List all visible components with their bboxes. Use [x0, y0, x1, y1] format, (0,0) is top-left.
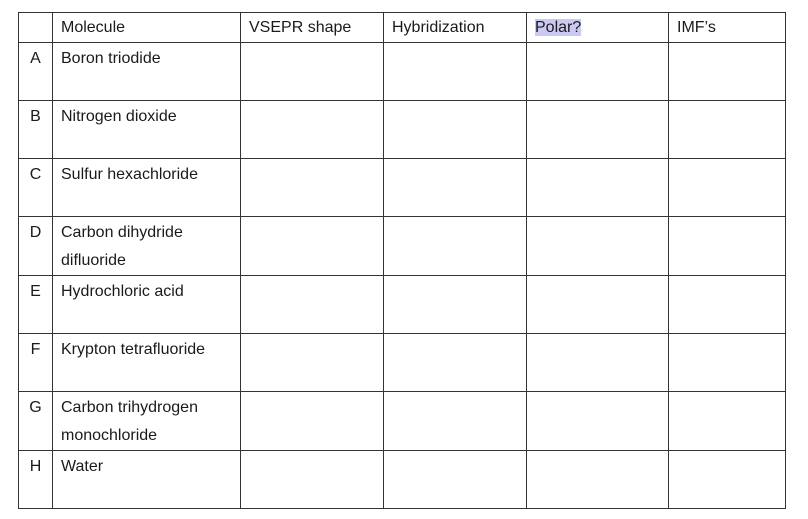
hybridization-cell[interactable]: [384, 43, 527, 101]
row-letter: F: [19, 334, 53, 392]
hybridization-cell[interactable]: [384, 276, 527, 334]
header-hybridization: Hybridization: [384, 13, 527, 43]
hybridization-cell[interactable]: [384, 159, 527, 217]
imf-cell[interactable]: [669, 334, 786, 392]
molecule-table: [18, 12, 786, 509]
row-letter: E: [19, 276, 53, 334]
molecule-name: Sulfur hexachloride: [53, 159, 241, 217]
polar-cell[interactable]: [527, 217, 669, 276]
header-vsepr-shape: VSEPR shape: [241, 13, 384, 43]
table-row: [19, 451, 786, 509]
vsepr-cell[interactable]: [241, 43, 384, 101]
vsepr-cell[interactable]: [241, 276, 384, 334]
imf-cell[interactable]: [669, 101, 786, 159]
vsepr-cell[interactable]: [241, 101, 384, 159]
polar-cell[interactable]: [527, 101, 669, 159]
imf-cell[interactable]: [669, 392, 786, 451]
table-row: [19, 392, 786, 451]
vsepr-cell[interactable]: [241, 217, 384, 276]
table-row: [19, 276, 786, 334]
imf-cell[interactable]: [669, 451, 786, 509]
table-row: [19, 101, 786, 159]
polar-cell[interactable]: [527, 276, 669, 334]
molecule-name: Carbon dihydride difluoride: [53, 217, 241, 276]
row-letter: H: [19, 451, 53, 509]
table-row: [19, 159, 786, 217]
row-letter: D: [19, 217, 53, 276]
imf-cell[interactable]: [669, 217, 786, 276]
vsepr-cell[interactable]: [241, 159, 384, 217]
vsepr-cell[interactable]: [241, 451, 384, 509]
table-row: [19, 43, 786, 101]
molecule-name: Water: [53, 451, 241, 509]
row-letter: A: [19, 43, 53, 101]
hybridization-cell[interactable]: [384, 334, 527, 392]
molecule-name: Krypton tetrafluoride: [53, 334, 241, 392]
molecule-name: Nitrogen dioxide: [53, 101, 241, 159]
polar-cell[interactable]: [527, 451, 669, 509]
hybridization-cell[interactable]: [384, 392, 527, 451]
header-letter: [19, 13, 53, 43]
polar-cell[interactable]: [527, 43, 669, 101]
hybridization-cell[interactable]: [384, 217, 527, 276]
header-polar: [527, 13, 669, 43]
vsepr-cell[interactable]: [241, 392, 384, 451]
row-letter: B: [19, 101, 53, 159]
molecule-name: Carbon trihydrogen monochloride: [53, 392, 241, 451]
hybridization-cell[interactable]: [384, 451, 527, 509]
vsepr-cell[interactable]: [241, 334, 384, 392]
row-letter: C: [19, 159, 53, 217]
polar-highlight: Polar?: [535, 19, 582, 36]
polar-cell[interactable]: [527, 392, 669, 451]
row-letter: G: [19, 392, 53, 451]
polar-cell[interactable]: [527, 159, 669, 217]
imf-cell[interactable]: [669, 276, 786, 334]
molecule-name: Hydrochloric acid: [53, 276, 241, 334]
header-imfs: IMF’s: [669, 13, 786, 43]
header-row: [19, 13, 786, 43]
imf-cell[interactable]: [669, 43, 786, 101]
polar-cell[interactable]: [527, 334, 669, 392]
table-row: [19, 334, 786, 392]
header-molecule: Molecule: [53, 13, 241, 43]
imf-cell[interactable]: [669, 159, 786, 217]
hybridization-cell[interactable]: [384, 101, 527, 159]
molecule-name: Boron triodide: [53, 43, 241, 101]
table-row: [19, 217, 786, 276]
